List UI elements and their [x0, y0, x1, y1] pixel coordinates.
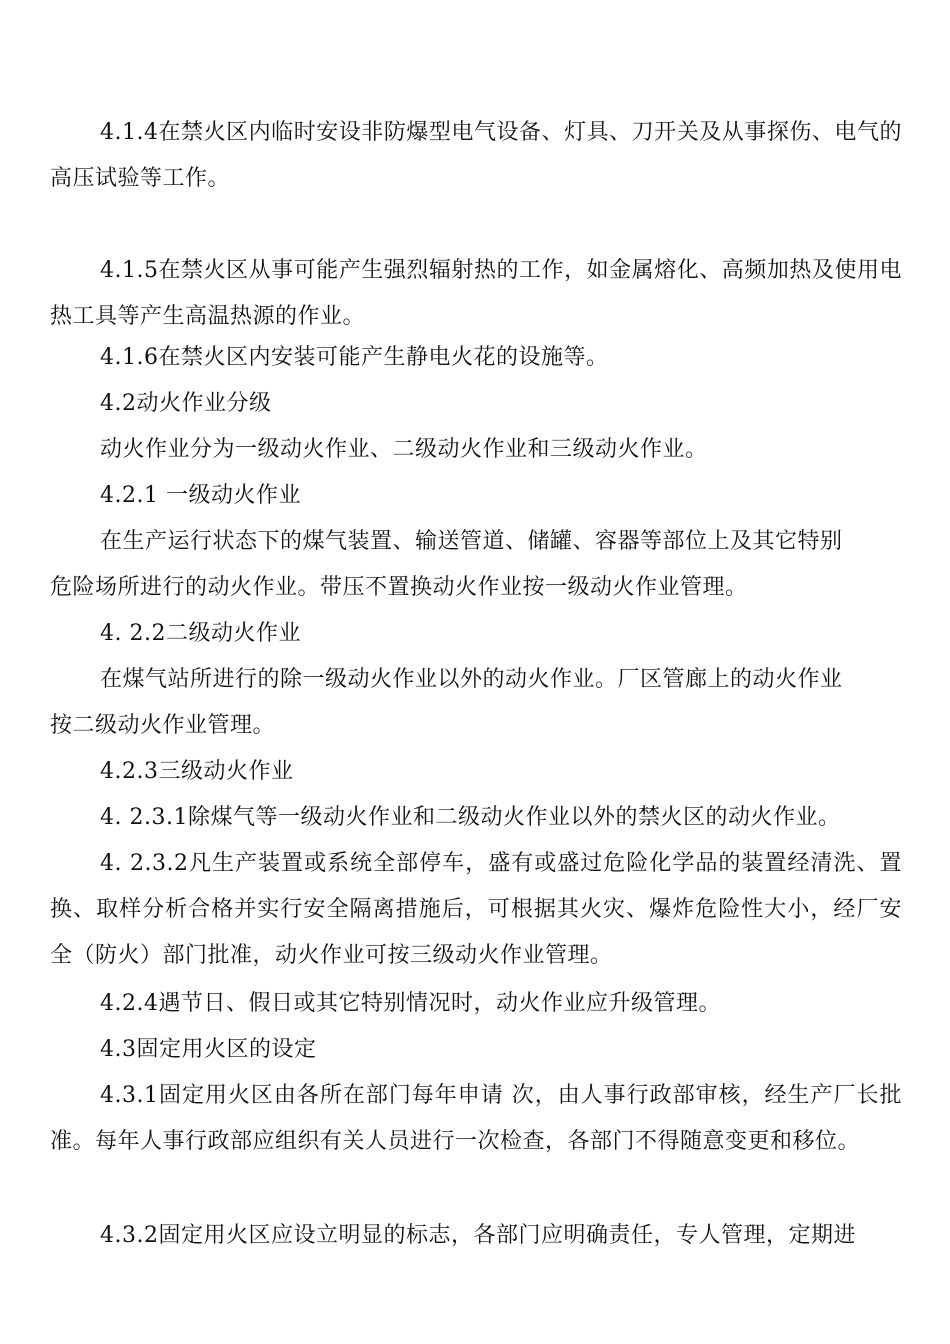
paragraph-4-2-4: 4.2.4遇节日、假日或其它特别情况时，动火作业应升级管理。	[100, 991, 721, 1016]
heading-4-2-2: 4. 2.2二级动火作业	[100, 621, 301, 646]
heading-4-2: 4.2动火作业分级	[100, 391, 272, 416]
paragraph-level1-line2: 危险场所进行的动火作业。带压不置换动火作业按一级动火作业管理。	[50, 575, 748, 600]
paragraph-4-2-3-2: 4. 2.3.2凡生产装置或系统全部停车，盛有或盛过危险化学品的装置经清洗、置换、取样分析合格并实行安全隔离措施后，可根据其火灾、爆炸危险性大小，经厂安全（防火）部门批准，动火作业可按三级动火作业管理。	[50, 851, 902, 968]
paragraph-4-3-1: 4.3.1固定用火区由各所在部门每年申请 次，由人事行政部审核，经生产厂长批准。每年人事行政部应组织有关人员进行一次检查，各部门不得随意变更和移位。	[50, 1083, 902, 1154]
paragraph-4-1-5: 4.1.5在禁火区从事可能产生强烈辐射热的工作，如金属熔化、高频加热及使用电热工具等产生高温热源的作业。	[50, 258, 902, 329]
heading-4-2-1: 4.2.1 一级动火作业	[100, 483, 301, 508]
paragraph-4-2-3-1: 4. 2.3.1除煤气等一级动火作业和二级动火作业以外的禁火区的动火作业。	[100, 805, 841, 830]
paragraph-level1-line1: 在生产运行状态下的煤气装置、输送管道、储罐、容器等部位上及其它特别	[100, 529, 843, 554]
paragraph-level2-line2: 按二级动火作业管理。	[50, 713, 276, 738]
heading-4-3: 4.3固定用火区的设定	[100, 1037, 317, 1062]
heading-4-2-3: 4.2.3三级动火作业	[100, 759, 294, 784]
paragraph-levels: 动火作业分为一级动火作业、二级动火作业和三级动火作业。	[100, 437, 708, 462]
paragraph-4-1-4: 4.1.4在禁火区内临时安设非防爆型电气设备、灯具、刀开关及从事探伤、电气的高压试验等工作。	[50, 120, 902, 191]
paragraph-level2-line1: 在煤气站所进行的除一级动火作业以外的动火作业。厂区管廊上的动火作业	[100, 667, 843, 692]
paragraph-4-1-6: 4.1.6在禁火区内安装可能产生静电火花的设施等。	[100, 345, 609, 370]
paragraph-4-3-2: 4.3.2固定用火区应设立明显的标志，各部门应明确责任，专人管理，定期进	[100, 1223, 856, 1248]
